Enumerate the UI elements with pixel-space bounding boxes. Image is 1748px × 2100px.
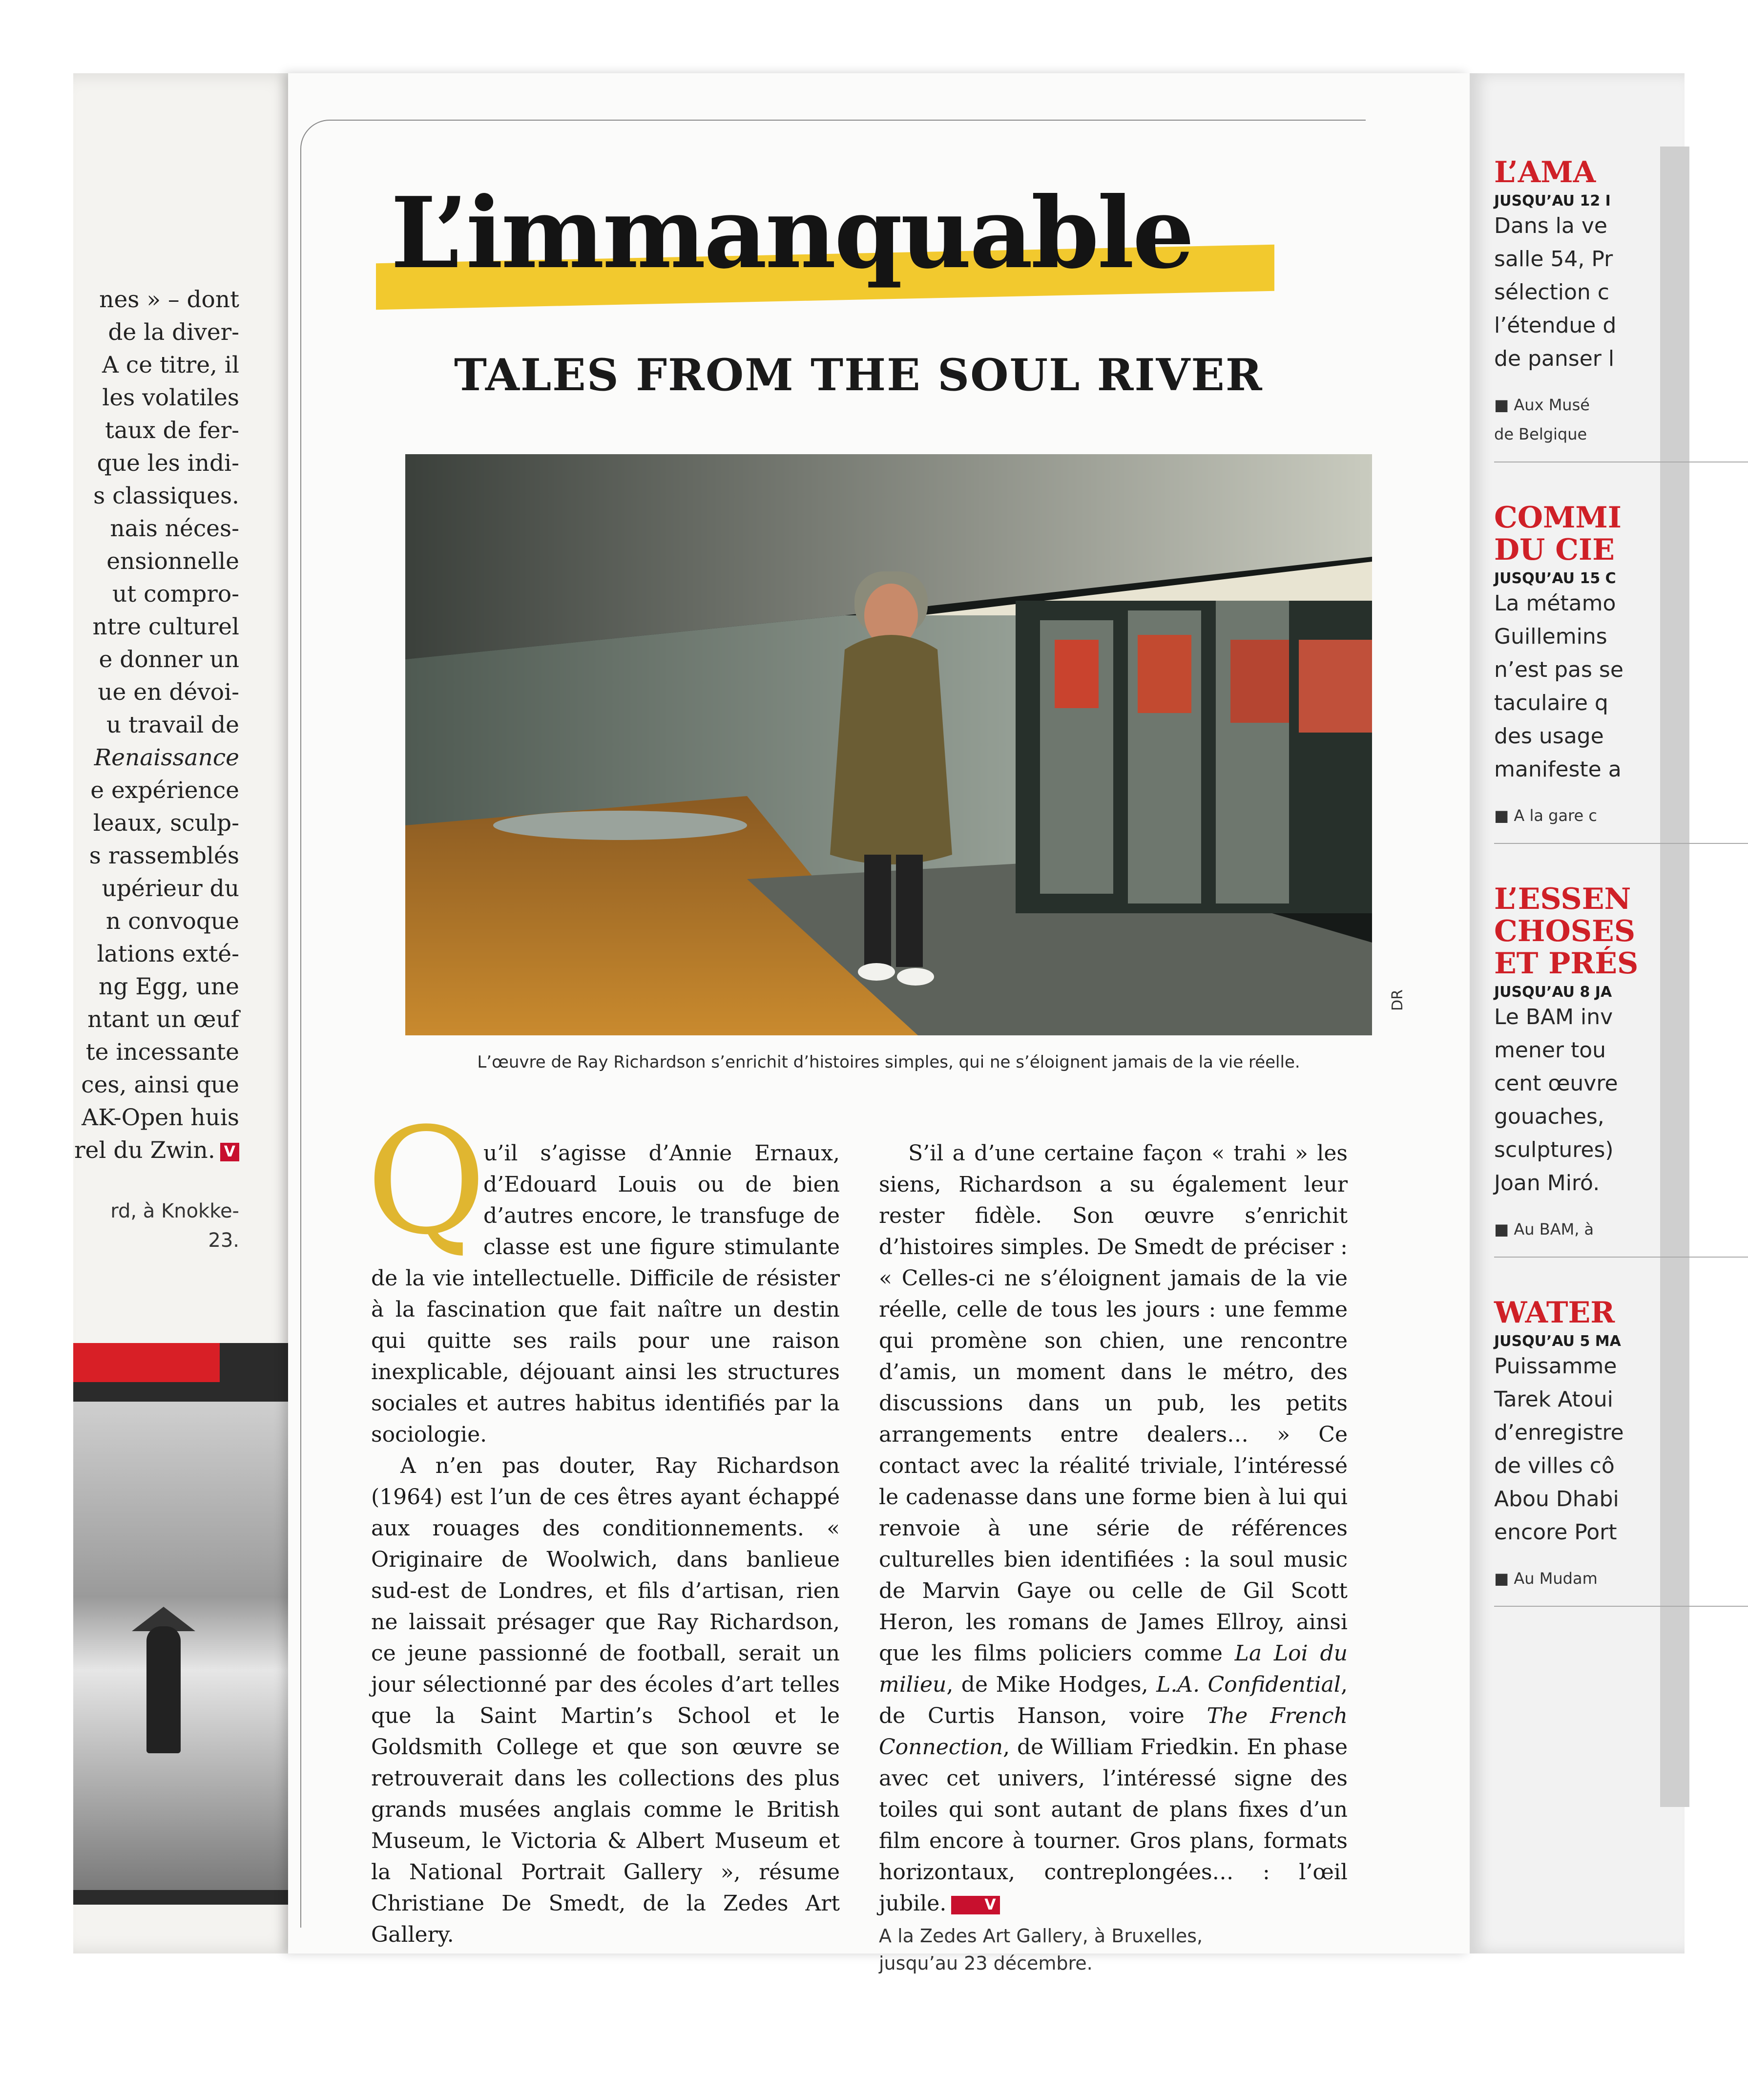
left-source-line: rd, à Knokke- <box>110 1200 239 1222</box>
left-line: nais néces- <box>110 515 239 542</box>
agenda-line: de villes cô <box>1494 1453 1615 1478</box>
left-line: que les indi- <box>97 450 239 477</box>
left-page-text <box>73 283 239 1167</box>
left-line: nes » – dont <box>99 286 239 313</box>
left-line: u travail de <box>106 712 239 738</box>
agenda-item <box>1494 156 1748 462</box>
left-page-photo <box>73 1343 293 1905</box>
agenda-line: d’enregistre <box>1494 1420 1624 1445</box>
venue-line: A la Zedes Art Gallery, à Bruxelles, <box>879 1925 1203 1947</box>
text-run: , de William Friedkin. En phase avec cet univers, l’intéressé signe des toiles qui sont autant de plans fixes d’un film encore à tourner. Gros plans, formats horizontaux, contreplongées… : l’œil jubile. <box>879 1735 1348 1916</box>
agenda-location-line: de Belgique <box>1494 425 1587 443</box>
agenda-line: salle 54, Pr <box>1494 247 1613 272</box>
right-page <box>1470 73 1685 1953</box>
agenda-title: CHOSES <box>1494 914 1636 948</box>
agenda-line: mener tou <box>1494 1038 1606 1063</box>
photo-frame <box>73 1402 288 1890</box>
left-line: upérieur du <box>102 875 239 902</box>
film-title: L.A. Confidential <box>1156 1672 1341 1697</box>
agenda-line: Puissamme <box>1494 1354 1617 1379</box>
agenda-item <box>1494 502 1748 844</box>
film-title: The French Connection <box>879 1703 1348 1760</box>
left-line: les volatiles <box>102 384 239 411</box>
paragraph <box>879 1138 1348 1919</box>
agenda-title: ET PRÉS <box>1494 946 1639 981</box>
agenda-line: des usage <box>1494 724 1604 749</box>
v-badge: V <box>951 1896 999 1914</box>
agenda-line: gouaches, <box>1494 1104 1604 1129</box>
agenda-date: JUSQU’AU 12 I <box>1494 192 1611 210</box>
agenda-line: sélection c <box>1494 280 1609 305</box>
agenda-title: L’ESSEN <box>1494 882 1631 916</box>
dropcap <box>366 1096 486 1267</box>
agenda-location: ■ A la gare c <box>1494 801 1748 844</box>
agenda-line: Dans la ve <box>1494 213 1607 238</box>
text-run: , de Curtis Hanson, voire <box>879 1672 1348 1728</box>
left-line-end: rel du Zwin. <box>74 1137 215 1164</box>
left-line: leaux, sculp- <box>93 810 239 837</box>
agenda-location: ■ Au Mudam <box>1494 1564 1748 1607</box>
agenda-line: Abou Dhabi <box>1494 1487 1619 1512</box>
photo-credit: DR <box>1389 989 1406 1011</box>
agenda-line: Guillemins <box>1494 624 1607 649</box>
left-source-line: 23. <box>208 1229 239 1252</box>
left-line: n convoque <box>105 908 239 935</box>
agenda-line: n’est pas se <box>1494 657 1623 682</box>
dropcap-letter: Q <box>366 1096 486 1267</box>
film-title: La Loi du milieu <box>879 1641 1348 1697</box>
left-line: e expérience <box>90 777 239 804</box>
article-photo <box>405 454 1372 1035</box>
agenda-location-line: ■ Aux Musé <box>1494 396 1590 414</box>
agenda-title: L’AMA <box>1494 155 1596 189</box>
agenda-date: JUSQU’AU 8 JA <box>1494 984 1612 1001</box>
left-line: Renaissance <box>94 744 239 771</box>
agenda-line: cent œuvre <box>1494 1071 1618 1096</box>
agenda-date: JUSQU’AU 5 MA <box>1494 1333 1621 1350</box>
left-line: taux de fer- <box>104 417 239 444</box>
magazine-spread <box>73 73 1639 1974</box>
kicker <box>376 176 1274 308</box>
venue-line: jusqu’au 23 décembre. <box>879 1953 1093 1974</box>
left-page <box>73 73 303 1953</box>
left-line: ue en dévoi- <box>98 679 239 706</box>
red-banner <box>73 1343 220 1382</box>
left-line: lations exté- <box>97 941 239 967</box>
agenda-item <box>1494 883 1748 1258</box>
left-line: ntre culturel <box>92 613 239 640</box>
agenda-title: WATER <box>1494 1296 1615 1330</box>
agenda-item <box>1494 1297 1748 1607</box>
main-page <box>288 73 1470 1974</box>
left-line <box>73 1134 239 1167</box>
left-line: te incessante <box>85 1039 239 1066</box>
agenda-line: Joan Miró. <box>1494 1171 1600 1196</box>
left-line: A ce titre, il <box>102 352 239 378</box>
figure-silhouette <box>146 1626 181 1753</box>
agenda-line: l’étendue d <box>1494 313 1617 338</box>
left-line: de la diver- <box>108 319 239 346</box>
agenda-location <box>1494 390 1748 462</box>
paragraph: u’il s’agisse d’Annie Ernaux, d’Edouard Louis ou de bien d’autres encore, le transfuge de classe est une figure stimulante de la vie intellectuelle. Difficile de résister à la fascination que fait naître un destin qui quitte ses rails pour une raison inexplicable, déjouant ainsi les structures sociales et autres habitus identifiés par la sociologie. <box>371 1141 840 1447</box>
left-line: ntant un œuf <box>87 1006 239 1033</box>
left-line: ut compro- <box>112 581 239 608</box>
left-line: AK-Open huis <box>82 1104 239 1131</box>
venue-info <box>879 1922 1348 1977</box>
photo-caption: L’œuvre de Ray Richardson s’enrichit d’histoires simples, qui ne s’éloignent jamais de la vie réelle. <box>477 1052 1300 1072</box>
left-line: ces, ainsi que <box>81 1071 239 1098</box>
agenda-line: manifeste a <box>1494 757 1622 782</box>
left-line: ng Egg, une <box>98 973 239 1000</box>
left-line: ensionnelle <box>106 548 239 575</box>
agenda-line: sculptures) <box>1494 1137 1614 1162</box>
text-run: , de Mike Hodges, <box>946 1672 1157 1697</box>
agenda-column <box>1494 156 1748 1646</box>
left-line: s classiques. <box>93 483 239 509</box>
article-column-1 <box>366 1096 840 1951</box>
left-page-source <box>73 1197 239 1255</box>
v-badge: V <box>220 1143 239 1161</box>
agenda-line: Tarek Atoui <box>1494 1387 1613 1412</box>
left-line: s rassemblés <box>89 842 239 869</box>
agenda-line: encore Port <box>1494 1520 1617 1545</box>
agenda-date: JUSQU’AU 15 C <box>1494 570 1616 587</box>
article-headline: TALES FROM THE SOUL RIVER <box>454 349 1263 401</box>
agenda-title: COMMI <box>1494 501 1622 535</box>
left-line: e donner un <box>99 646 239 673</box>
agenda-line: taculaire q <box>1494 691 1608 715</box>
agenda-line: La métamo <box>1494 591 1616 616</box>
text-run: S’il a d’une certaine façon « trahi » les siens, Richardson a su également leur rester fidèle. Son œuvre s’enrichit d’histoires simples. De Smedt de préciser : « Celles-ci ne s’éloignent jamais de la vie réelle, celle de tous les jours : une femme qui promène son chien, une rencontre d’amis, un moment dans le métro, des discussions dans un pub, les petits arrangements entre dealers… » Ce contact avec la réalité triviale, l’intéressé le cadenasse dans une forme bien à lui qui renvoie à une série de références culturelles bien identifiées : la soul music de Marvin Gaye ou celle de Gil Scott Heron, les romans de James Ellroy, ainsi que les films policiers comme <box>879 1141 1348 1666</box>
paragraph: A n’en pas douter, Ray Richardson (1964) est l’un de ces êtres ayant échappé aux rouages des conditionnements. « Originaire de Woolwich, dans banlieue sud-est de Londres, et fils d’artisan, rien ne laissait présager que Ray Richardson, ce jeune passionné de football, serait un jour sélectionné par des écoles d’art telles que la Saint Martin’s School et le Goldsmith College et que son œuvre se retrouverait dans les collections des plus grands musées anglais comme le British Museum, le Victoria & Albert Museum et la National Portrait Gallery », résume Christiane De Smedt, de la Zedes Art Gallery. <box>371 1453 840 1947</box>
kicker-text: L’immanquable <box>391 176 1193 291</box>
painting-illustration <box>405 454 1372 1035</box>
article-column-2 <box>879 1138 1348 1977</box>
agenda-title: DU CIE <box>1494 533 1615 567</box>
agenda-line: de panser l <box>1494 346 1615 371</box>
agenda-location: ■ Au BAM, à <box>1494 1215 1748 1258</box>
agenda-line: Le BAM inv <box>1494 1005 1613 1029</box>
